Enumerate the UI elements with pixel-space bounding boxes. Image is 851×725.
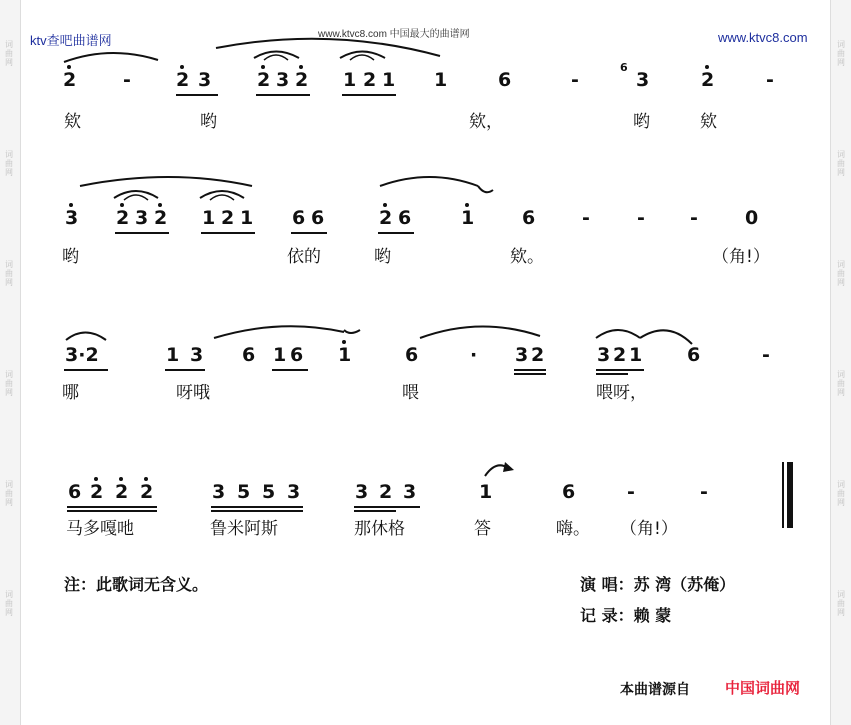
beam-line bbox=[354, 510, 396, 512]
note: 1 bbox=[166, 344, 180, 366]
octave-dot bbox=[120, 203, 124, 207]
octave-dot bbox=[144, 477, 148, 481]
final-barline-thin bbox=[782, 462, 784, 528]
note: 3 bbox=[636, 69, 650, 91]
grace-note: 6 bbox=[620, 61, 628, 74]
watermark-text: 词 曲 网 bbox=[5, 260, 13, 287]
lyric: 马多嘎吔 bbox=[66, 519, 134, 539]
lyric: 欸， bbox=[469, 112, 503, 132]
octave-dot bbox=[299, 65, 303, 69]
beam-line bbox=[291, 232, 327, 234]
note: 2 bbox=[379, 481, 393, 503]
note: 1 bbox=[273, 344, 287, 366]
note: 2 bbox=[363, 69, 377, 91]
note: 2 bbox=[379, 207, 393, 229]
lyric: 哟 bbox=[374, 247, 391, 267]
note-dash: - bbox=[571, 69, 579, 91]
note: 6 bbox=[242, 344, 256, 366]
note: 1 bbox=[461, 207, 475, 229]
note: 1 bbox=[202, 207, 216, 229]
note: 6 bbox=[290, 344, 304, 366]
header-site-right[interactable]: www.ktvc8.com bbox=[718, 30, 808, 45]
beam-line bbox=[514, 369, 546, 371]
slur bbox=[380, 177, 478, 186]
note: 3 bbox=[190, 344, 204, 366]
watermark-text: 词 曲 网 bbox=[837, 370, 845, 397]
note: 3 bbox=[355, 481, 369, 503]
note: 3 bbox=[198, 69, 212, 91]
note: 2 bbox=[531, 344, 545, 366]
watermark-text: 词 曲 网 bbox=[837, 150, 845, 177]
header-site-left[interactable]: ktv查吧曲谱网 bbox=[30, 33, 112, 48]
lyric: 答 bbox=[474, 519, 491, 539]
note: 6 bbox=[522, 207, 536, 229]
beam-line bbox=[67, 510, 157, 512]
note: 3 bbox=[65, 207, 79, 229]
note: 6 bbox=[311, 207, 325, 229]
watermark-text: 词 曲 网 bbox=[837, 40, 845, 67]
slur-tail bbox=[344, 330, 360, 333]
octave-dot bbox=[383, 203, 387, 207]
note: 2 bbox=[140, 481, 154, 503]
octave-dot bbox=[67, 65, 71, 69]
watermark-text: 词 曲 网 bbox=[837, 480, 845, 507]
slur bbox=[64, 53, 158, 62]
beam-line bbox=[342, 94, 396, 96]
singer-credit: 演 唱：苏 湾（苏俺） bbox=[580, 575, 736, 594]
lyric: 嗨。 bbox=[556, 519, 590, 539]
note-dot: · bbox=[470, 344, 478, 366]
note: 1 bbox=[240, 207, 254, 229]
beam-line bbox=[596, 369, 644, 371]
note: 3 bbox=[515, 344, 529, 366]
octave-dot bbox=[69, 203, 73, 207]
note: 2 bbox=[701, 69, 715, 91]
note: 2 bbox=[257, 69, 271, 91]
watermark-text: 词 曲 网 bbox=[5, 150, 13, 177]
note: 6 bbox=[498, 69, 512, 91]
beam-line bbox=[378, 232, 414, 234]
watermark-text: 词 曲 网 bbox=[837, 590, 845, 617]
slur bbox=[214, 326, 344, 338]
slur bbox=[66, 333, 106, 341]
note: 2 bbox=[115, 481, 129, 503]
beam-line bbox=[165, 369, 205, 371]
note: 6 bbox=[405, 344, 419, 366]
note-dash: - bbox=[762, 344, 770, 366]
note: 2 bbox=[221, 207, 235, 229]
note: 6 bbox=[398, 207, 412, 229]
lyric: 那休格 bbox=[354, 519, 405, 539]
source-site-link[interactable]: 中国词曲网 bbox=[725, 679, 801, 697]
octave-dot bbox=[94, 477, 98, 481]
watermark-text: 词 曲 网 bbox=[5, 480, 13, 507]
watermark-text: 词 曲 网 bbox=[837, 260, 845, 287]
note: 1 bbox=[479, 481, 493, 503]
lyric: 哪 bbox=[62, 383, 79, 403]
lyric: 哟 bbox=[200, 112, 217, 132]
note: 2 bbox=[90, 481, 104, 503]
watermark-text: 词 曲 网 bbox=[5, 590, 13, 617]
note: 5 bbox=[237, 481, 251, 503]
octave-dot bbox=[465, 203, 469, 207]
octave-dot bbox=[261, 65, 265, 69]
note: 3 bbox=[135, 207, 149, 229]
note: 3·2 bbox=[65, 344, 99, 366]
note: 2 bbox=[63, 69, 77, 91]
beam-line bbox=[115, 232, 169, 234]
note: 6 bbox=[687, 344, 701, 366]
lyric: （角!） bbox=[620, 519, 678, 539]
note-dash: - bbox=[700, 481, 708, 503]
note: 1 bbox=[382, 69, 396, 91]
beam-line bbox=[64, 369, 108, 371]
octave-dot bbox=[119, 477, 123, 481]
watermark-text: 词 曲 网 bbox=[5, 40, 13, 67]
slur bbox=[420, 326, 540, 338]
note-dash: - bbox=[766, 69, 774, 91]
octave-dot bbox=[158, 203, 162, 207]
note: 2 bbox=[154, 207, 168, 229]
beam-line bbox=[201, 232, 255, 234]
note-dash: - bbox=[627, 481, 635, 503]
octave-dot bbox=[180, 65, 184, 69]
source-label: 本曲谱源自 bbox=[620, 682, 690, 698]
beam-line bbox=[211, 506, 303, 508]
octave-dot bbox=[705, 65, 709, 69]
beam-line bbox=[272, 369, 308, 371]
lyric: 依的 bbox=[287, 247, 321, 267]
lyric: 欸 bbox=[64, 112, 81, 132]
footnote: 注：此歌词无含义。 bbox=[64, 575, 209, 594]
lyric: 哟 bbox=[62, 247, 79, 267]
beam-line bbox=[176, 94, 218, 96]
note: 3 bbox=[212, 481, 226, 503]
slur bbox=[216, 39, 440, 56]
note: 2 bbox=[295, 69, 309, 91]
note-dash: - bbox=[123, 69, 131, 91]
octave-dot bbox=[342, 340, 346, 344]
recorder-credit: 记 录：赖 蒙 bbox=[580, 606, 672, 625]
note: 1 bbox=[629, 344, 643, 366]
lyric: 呀哦 bbox=[176, 383, 210, 403]
lyric: 欸 bbox=[700, 112, 717, 132]
note: 3 bbox=[403, 481, 417, 503]
note: 6 bbox=[562, 481, 576, 503]
lyric: 鲁米阿斯 bbox=[210, 519, 278, 539]
lyric: 喂呀， bbox=[596, 383, 647, 403]
note: 5 bbox=[262, 481, 276, 503]
beam-line bbox=[354, 506, 420, 508]
slur bbox=[596, 330, 640, 338]
beam-line bbox=[514, 373, 546, 375]
lyric: 哟 bbox=[633, 112, 650, 132]
note-dash: - bbox=[690, 207, 698, 229]
note: 0 bbox=[745, 207, 759, 229]
note: 6 bbox=[292, 207, 306, 229]
watermark-text: 词 曲 网 bbox=[5, 370, 13, 397]
header-site-center[interactable]: www.ktvc8.com 中国最大的曲谱网 bbox=[318, 29, 470, 40]
note-dash: - bbox=[582, 207, 590, 229]
note-dash: - bbox=[637, 207, 645, 229]
note: 1 bbox=[434, 69, 448, 91]
note: 2 bbox=[116, 207, 130, 229]
lyric: 欸。 bbox=[510, 247, 544, 267]
note: 1 bbox=[343, 69, 357, 91]
note: 6 bbox=[68, 481, 82, 503]
note: 3 bbox=[276, 69, 290, 91]
note: 2 bbox=[613, 344, 627, 366]
note: 1 bbox=[338, 344, 352, 366]
note: 3 bbox=[597, 344, 611, 366]
beam-line bbox=[596, 373, 628, 375]
lyric: （角!） bbox=[712, 247, 770, 267]
beam-line bbox=[67, 506, 157, 508]
note: 3 bbox=[287, 481, 301, 503]
slur bbox=[80, 177, 252, 186]
slur bbox=[640, 330, 692, 344]
beam-line bbox=[256, 94, 310, 96]
slur-tail bbox=[478, 186, 493, 192]
final-barline-thick bbox=[787, 462, 793, 528]
note: 2 bbox=[176, 69, 190, 91]
lyric: 喂 bbox=[402, 383, 419, 403]
beam-line bbox=[211, 510, 303, 512]
